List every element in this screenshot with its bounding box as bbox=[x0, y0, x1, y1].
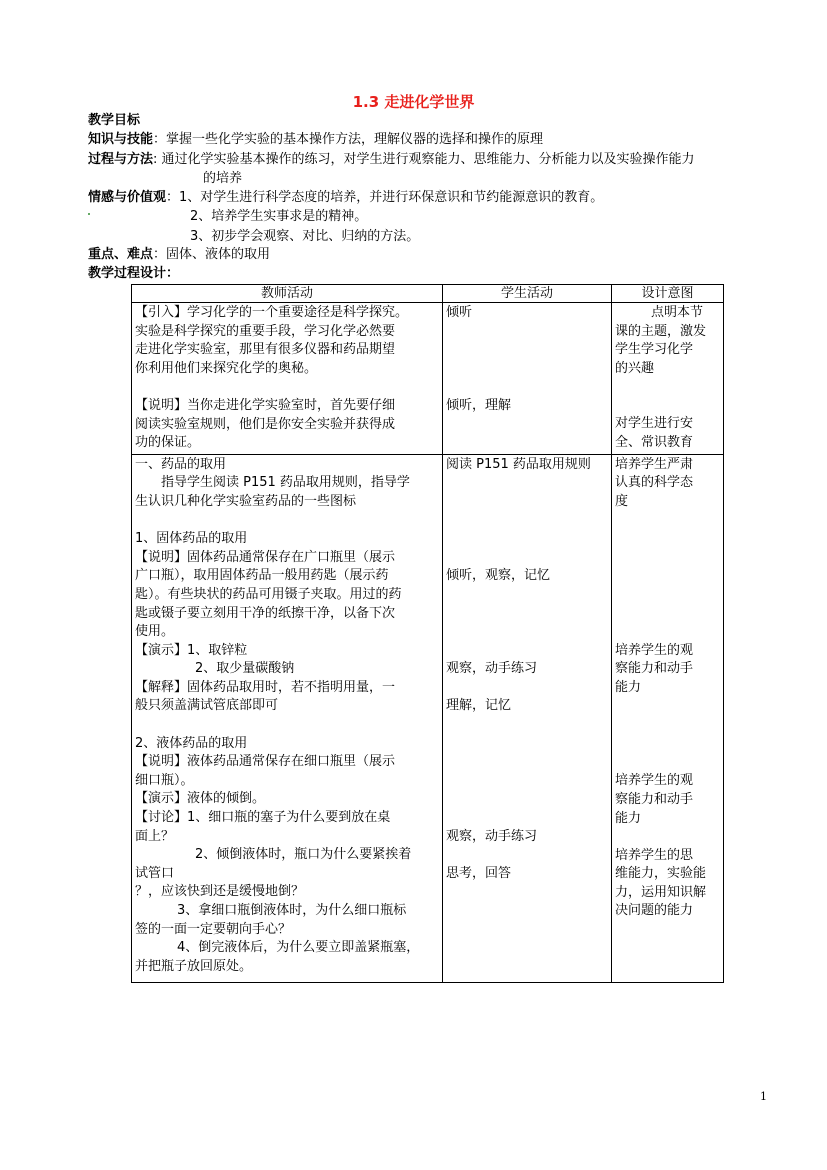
stray-mark bbox=[88, 213, 90, 215]
emotion-item-2: 2、培养学生实事求是的精神。 bbox=[190, 209, 368, 224]
spacer bbox=[446, 474, 608, 567]
intent-text: 力，运用知识解 bbox=[615, 884, 707, 900]
intent-text: 度 bbox=[615, 493, 629, 509]
teacher-text: 2、倾倒液体时，瓶口为什么要紧挨着 bbox=[195, 847, 412, 863]
student-text: 观察，动手练习 bbox=[446, 660, 538, 676]
knowledge-label: 知识与技能 bbox=[88, 132, 154, 147]
teacher-text: 生认识几种化学实验室药品的一些图标 bbox=[135, 493, 357, 509]
page-title: 1.3 走进化学世界 bbox=[352, 93, 475, 111]
emotion-line bbox=[88, 189, 603, 206]
table-row bbox=[132, 454, 724, 982]
student-activity-cell bbox=[443, 303, 612, 455]
spacer bbox=[446, 360, 608, 397]
spacer bbox=[446, 716, 608, 828]
intent-text: 点明本节 bbox=[651, 305, 704, 320]
student-text: 理解，记忆 bbox=[446, 698, 512, 714]
intent-text: 察能力和动手 bbox=[615, 791, 694, 807]
intent-text: 培养学生的观 bbox=[615, 773, 694, 789]
teacher-text: 2、液体药品的取用 bbox=[135, 735, 248, 751]
teacher-text: 【解释】固体药品取用时，若不指明用量，一 bbox=[135, 679, 396, 695]
teacher-text: 广口瓶），取用固体药品一般用药匙（展示药 bbox=[135, 568, 389, 584]
student-text: 倾听，理解 bbox=[446, 397, 512, 413]
keypoints-label: 重点、难点 bbox=[88, 247, 154, 262]
teacher-text: 细口瓶）。 bbox=[135, 772, 194, 788]
header-design-intent: 设计意图 bbox=[612, 285, 724, 303]
student-activity-cell bbox=[443, 454, 612, 982]
table-header-row bbox=[132, 285, 724, 303]
process-design-label: 教学过程设计： bbox=[88, 266, 180, 281]
keypoints-text: ：固体、液体的取用 bbox=[153, 247, 271, 262]
student-text: 思考，回答 bbox=[446, 865, 512, 881]
objectives-heading: 教学目标 bbox=[88, 113, 141, 128]
teacher-text: 并把瓶子放回原处。 bbox=[135, 958, 253, 974]
process-label: 过程与方法 bbox=[88, 152, 154, 167]
intent-text: 对学生进行安 bbox=[615, 416, 694, 432]
spacer bbox=[135, 378, 439, 397]
teacher-text: 【演示】液体的倾倒。 bbox=[135, 791, 266, 807]
spacer bbox=[615, 697, 720, 772]
intent-text: 能力 bbox=[615, 679, 642, 695]
process-line bbox=[88, 151, 695, 168]
emotion-item-1: ：1、对学生进行科学态度的培养，并进行环保意识和节约能源意识的教育。 bbox=[166, 190, 604, 205]
teacher-text: 使用。 bbox=[135, 624, 175, 640]
intent-text: 察能力和动手 bbox=[615, 661, 694, 677]
intent-text: 认真的科学态 bbox=[615, 475, 694, 491]
knowledge-text: ：掌握一些化学实验的基本操作方法，理解仪器的选择和操作的原理 bbox=[153, 132, 544, 147]
teacher-text: 2、取少量碳酸钠 bbox=[195, 661, 295, 677]
teacher-text: 【讨论】1、细口瓶的塞子为什么要到放在桌 bbox=[135, 810, 391, 826]
lesson-plan-table bbox=[131, 284, 724, 983]
header-student-activity: 学生活动 bbox=[443, 285, 612, 303]
teacher-text: 面上？ bbox=[135, 828, 175, 844]
teacher-text: 1、固体药品的取用 bbox=[135, 531, 248, 547]
emotion-label: 情感与价值观 bbox=[88, 190, 167, 205]
teacher-text: 【说明】当你走进化学实验室时，首先要仔细 bbox=[135, 397, 396, 413]
teacher-text: 般只须盖满试管底部即可 bbox=[135, 698, 279, 714]
design-intent-cell bbox=[612, 454, 724, 982]
student-text: 倾听，观察，记忆 bbox=[446, 568, 551, 584]
teacher-text: ？，应该快到还是缓慢地倒？ bbox=[135, 884, 305, 900]
intent-text: 的兴趣 bbox=[615, 360, 655, 376]
intent-text: 课的主题，激发 bbox=[615, 323, 707, 339]
spacer bbox=[446, 323, 608, 360]
design-intent-cell bbox=[612, 303, 724, 455]
teacher-text: 【说明】液体药品通常保存在细口瓶里（展示 bbox=[135, 754, 396, 770]
intent-text: 决问题的能力 bbox=[615, 903, 694, 919]
teacher-text: 实验是科学探究的重要手段，学习化学必然要 bbox=[135, 323, 396, 339]
spacer bbox=[615, 378, 720, 415]
table-row bbox=[132, 303, 724, 455]
emotion-item-3: 3、初步学会观察、对比、归纳的方法。 bbox=[190, 229, 420, 244]
intent-text: 全、常识教育 bbox=[615, 434, 694, 450]
intent-text: 学生学习化学 bbox=[615, 342, 694, 358]
header-teacher-activity: 教师活动 bbox=[132, 285, 443, 303]
teacher-text: 一、药品的取用 bbox=[135, 456, 227, 472]
page-number: 1 bbox=[760, 1090, 767, 1103]
keypoints-line bbox=[88, 246, 270, 263]
spacer bbox=[135, 716, 439, 735]
teacher-text: 指导学生阅读 P151 药品取用规则，指导学 bbox=[161, 475, 410, 491]
spacer bbox=[446, 679, 608, 698]
spacer bbox=[446, 846, 608, 865]
teacher-text: 匙或镊子要立刻用干净的纸擦干净，以备下次 bbox=[135, 605, 396, 621]
student-text: 倾听 bbox=[446, 305, 473, 320]
teacher-text: 【演示】1、取锌粒 bbox=[135, 642, 248, 658]
teacher-text: 签的一面一定要朝向手心？ bbox=[135, 921, 292, 937]
teacher-text: 3、拿细口瓶倒液体时，为什么细口瓶标 bbox=[177, 903, 407, 918]
intent-text: 培养学生的思 bbox=[615, 847, 694, 863]
teacher-text: 你利用他们来探究化学的奥秘。 bbox=[135, 360, 318, 376]
teacher-text: 试管口 bbox=[135, 865, 175, 881]
teacher-activity-cell bbox=[132, 303, 443, 455]
teacher-text: 阅读实验室规则，他们是你安全实验并获得成 bbox=[135, 416, 396, 432]
teacher-text: 【引入】学习化学的一个重要途径是科学探究。 bbox=[135, 305, 409, 320]
teacher-text: 走进化学实验室，那里有很多仪器和药品期望 bbox=[135, 342, 396, 358]
student-text: 观察，动手练习 bbox=[446, 828, 538, 844]
intent-text: 培养学生的观 bbox=[615, 642, 694, 658]
intent-text: 维能力，实验能 bbox=[615, 866, 707, 882]
spacer bbox=[446, 586, 608, 660]
teacher-text: 匙）。有些块状的药品可用镊子夹取。用过的药 bbox=[135, 586, 402, 602]
spacer bbox=[615, 512, 720, 642]
knowledge-line bbox=[88, 131, 543, 148]
spacer bbox=[615, 828, 720, 847]
process-text: : 通过化学实验基本操作的练习，对学生进行观察能力、思维能力、分析能力以及实验操作能力 bbox=[153, 152, 695, 167]
intent-text: 培养学生严肃 bbox=[615, 456, 694, 472]
student-text: 阅读 P151 药品取用规则 bbox=[446, 456, 591, 472]
teacher-text: 功的保证。 bbox=[135, 435, 201, 451]
intent-text: 能力 bbox=[615, 810, 642, 826]
teacher-text: 【说明】固体药品通常保存在广口瓶里（展示 bbox=[135, 549, 396, 565]
spacer bbox=[135, 512, 439, 531]
teacher-text: 4、倒完液体后，为什么要立即盖紧瓶塞， bbox=[177, 940, 420, 956]
process-line-2: 的培养 bbox=[203, 171, 243, 186]
teacher-activity-cell bbox=[132, 454, 443, 982]
